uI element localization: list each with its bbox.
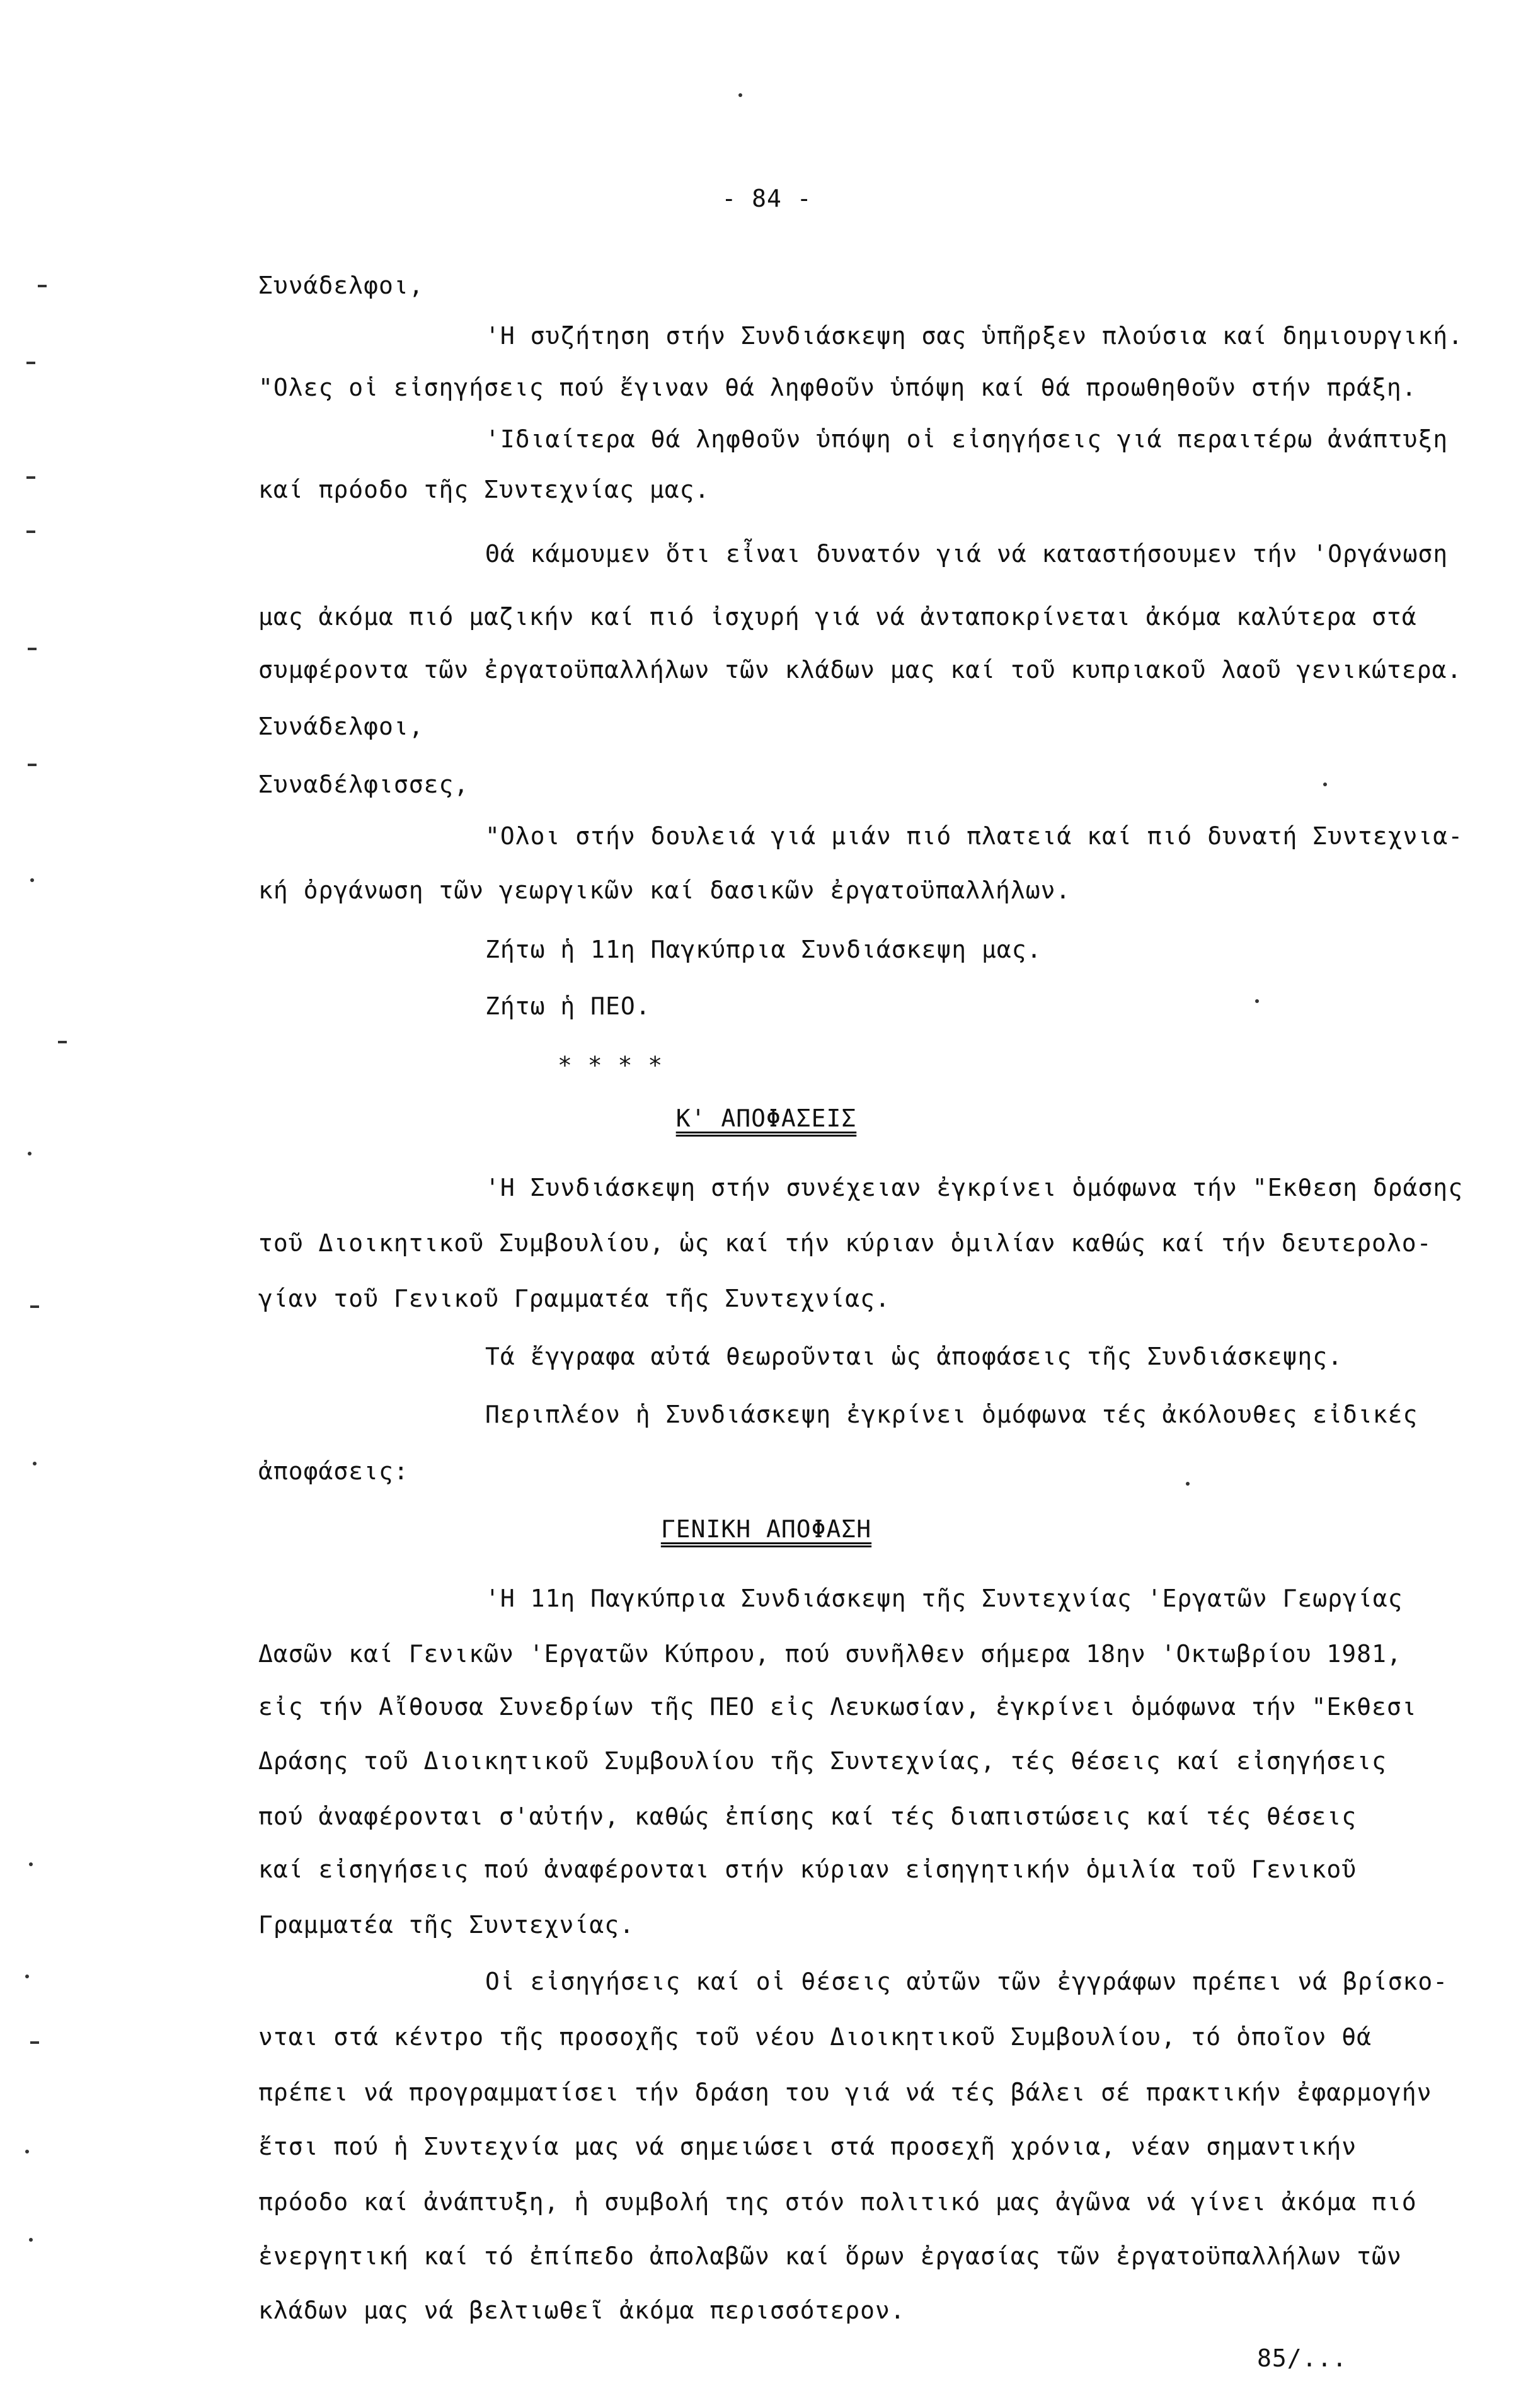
- paragraph-line: Δασῶν καί Γενικῶν 'Εργατῶν Κύπρου, πού συνῆλθεν σήμερα 18ην 'Οκτωβρίου 1981,: [258, 1640, 1402, 1668]
- paragraph-line: ἔτσι πού ἡ Συντεχνία μας νά σημειώσει στά προσεχῆ χρόνια, νέαν σημαντικήν: [258, 2133, 1357, 2160]
- paragraph-line: 'Η Συνδιάσκεψη στήν συνέχειαν ἐγκρίνει ὁμόφωνα τήν "Εκθεση δράσης: [485, 1174, 1464, 1201]
- paragraph-line: Γραμματέα τῆς Συντεχνίας.: [258, 1911, 634, 1939]
- paragraph-line: "Ολοι στήν δουλειά γιά μιάν πιό πλατειά καί πιό δυνατή Συντεχνια-: [485, 822, 1464, 850]
- paragraph-line: Δράσης τοῦ Διοικητικοῦ Συμβουλίου τῆς Συντεχνίας, τές θέσεις καί εἰσηγήσεις: [258, 1747, 1387, 1775]
- scan-mark: [25, 2150, 29, 2153]
- paragraph-line: πρόοδο καί ἀνάπτυξη, ἡ συμβολή της στόν πολιτικό μας ἀγῶνα νά γίνει ἀκόμα πιό: [258, 2188, 1417, 2216]
- scan-mark: [28, 648, 37, 650]
- paragraph-line: μας ἀκόμα πιό μαζικήν καί πιό ἰσχυρή γιά νά ἀνταποκρίνεται ἀκόμα καλύτερα στά: [258, 603, 1417, 631]
- paragraph-line: 'Ιδιαίτερα θά ληφθοῦν ὑπόψη οἱ εἰσηγήσεις γιά περαιτέρω ἀνάπτυξη: [485, 425, 1449, 453]
- scan-mark: [26, 476, 35, 479]
- page-continuation-footer: 85/...: [1257, 2344, 1348, 2372]
- paragraph-line: 'Η συζήτηση στήν Συνδιάσκεψη σας ὑπῆρξεν πλούσια καί δημιουργική.: [485, 322, 1464, 350]
- scan-mark: [1186, 1482, 1190, 1486]
- scan-mark: [33, 1462, 37, 1465]
- paragraph-line: καί εἰσηγήσεις πού ἀναφέρονται στήν κύριαν εἰσηγητικήν ὁμιλία τοῦ Γενικοῦ: [258, 1855, 1357, 1883]
- greeting-line: Συναδέλφισσες,: [258, 771, 469, 798]
- paragraph-line: ἐνεργητική καί τό ἐπίπεδο ἀπολαβῶν καί ὅρων ἐργασίας τῶν ἐργατοϋπαλλήλων τῶν: [258, 2242, 1402, 2270]
- scan-mark: [28, 1152, 32, 1155]
- page-number-header: - 84 -: [721, 185, 812, 212]
- paragraph-line: Θά κάμουμεν ὅτι εἶναι δυνατόν γιά νά καταστήσουμεν τήν 'Οργάνωση: [485, 540, 1449, 568]
- section-heading-decisions: Κ' ΑΠΟΦΑΣΕΙΣ: [675, 1104, 857, 1132]
- scan-mark: [58, 1041, 67, 1043]
- scan-mark: [26, 530, 35, 533]
- scan-mark: [38, 285, 47, 287]
- greeting-line: Συνάδελφοι,: [258, 272, 424, 299]
- paragraph-line: Περιπλέον ἡ Συνδιάσκεψη ἐγκρίνει ὁμόφωνα τές ἀκόλουθες εἰδικές: [485, 1401, 1418, 1428]
- paragraph-line: καί πρόοδο τῆς Συντεχνίας μας.: [258, 476, 710, 503]
- scan-mark: [26, 362, 35, 364]
- scan-mark: [1323, 783, 1327, 786]
- paragraph-line: κή ὀργάνωση τῶν γεωργικῶν καί δασικῶν ἐργατοϋπαλλήλων.: [258, 876, 1071, 904]
- slogan-line: Ζήτω ἡ ΠΕΟ.: [485, 992, 651, 1020]
- greeting-line: Συνάδελφοι,: [258, 713, 424, 740]
- paragraph-line: συμφέροντα τῶν ἐργατοϋπαλλήλων τῶν κλάδων μας καί τοῦ κυπριακοῦ λαοῦ γενικώτερα.: [258, 656, 1462, 684]
- scan-mark: [29, 1862, 33, 1866]
- paragraph-line: τοῦ Διοικητικοῦ Συμβουλίου, ὡς καί τήν κύριαν ὁμιλίαν καθώς καί τήν δευτερολο-: [258, 1229, 1432, 1257]
- paragraph-line: Οἱ εἰσηγήσεις καί οἱ θέσεις αὐτῶν τῶν ἐγγράφων πρέπει νά βρίσκο-: [485, 1968, 1449, 1995]
- scan-mark: [30, 878, 34, 882]
- paragraph-line: νται στά κέντρο τῆς προσοχῆς τοῦ νέου Διοικητικοῦ Συμβουλίου, τό ὁποῖον θά: [258, 2023, 1372, 2051]
- asterisk-separator: * * * *: [558, 1052, 663, 1079]
- scan-mark: [29, 2238, 33, 2242]
- scan-mark: [738, 93, 742, 97]
- paragraph-line: ἀποφάσεις:: [258, 1457, 409, 1485]
- paragraph-line: "Ολες οἱ εἰσηγήσεις πού ἔγιναν θά ληφθοῦν ὑπόψη καί θά προωθηθοῦν στήν πράξη.: [258, 374, 1417, 401]
- paragraph-line: γίαν τοῦ Γενικοῦ Γραμματέα τῆς Συντεχνίας.: [258, 1285, 890, 1312]
- scan-mark: [25, 1975, 29, 1978]
- scan-mark: [30, 2041, 39, 2044]
- slogan-line: Ζήτω ἡ 11η Παγκύπρια Συνδιάσκεψη μας.: [485, 936, 1042, 963]
- section-heading-general-decision: ΓΕΝΙΚΗ ΑΠΟΦΑΣΗ: [660, 1515, 872, 1543]
- paragraph-line: πρέπει νά προγραμματίσει τήν δράση του γιά νά τές βάλει σέ πρακτικήν ἐφαρμογήν: [258, 2078, 1432, 2106]
- paragraph-line: εἰς τήν Αἴθουσα Συνεδρίων τῆς ΠΕΟ εἰς Λευκωσίαν, ἐγκρίνει ὁμόφωνα τήν "Εκθεσι: [258, 1693, 1417, 1721]
- paragraph-line: πού ἀναφέρονται σ'αὐτήν, καθώς ἐπίσης καί τές διαπιστώσεις καί τές θέσεις: [258, 1803, 1357, 1830]
- paragraph-line: Τά ἔγγραφα αὐτά θεωροῦνται ὡς ἀποφάσεις τῆς Συνδιάσκεψης.: [485, 1343, 1343, 1370]
- scan-mark: [28, 764, 37, 766]
- scan-mark: [30, 1305, 39, 1308]
- scan-mark: [1255, 999, 1259, 1003]
- paragraph-line: κλάδων μας νά βελτιωθεῖ ἀκόμα περισσότερον.: [258, 2296, 905, 2324]
- paragraph-line: 'Η 11η Παγκύπρια Συνδιάσκεψη τῆς Συντεχνίας 'Εργατῶν Γεωργίας: [485, 1585, 1403, 1612]
